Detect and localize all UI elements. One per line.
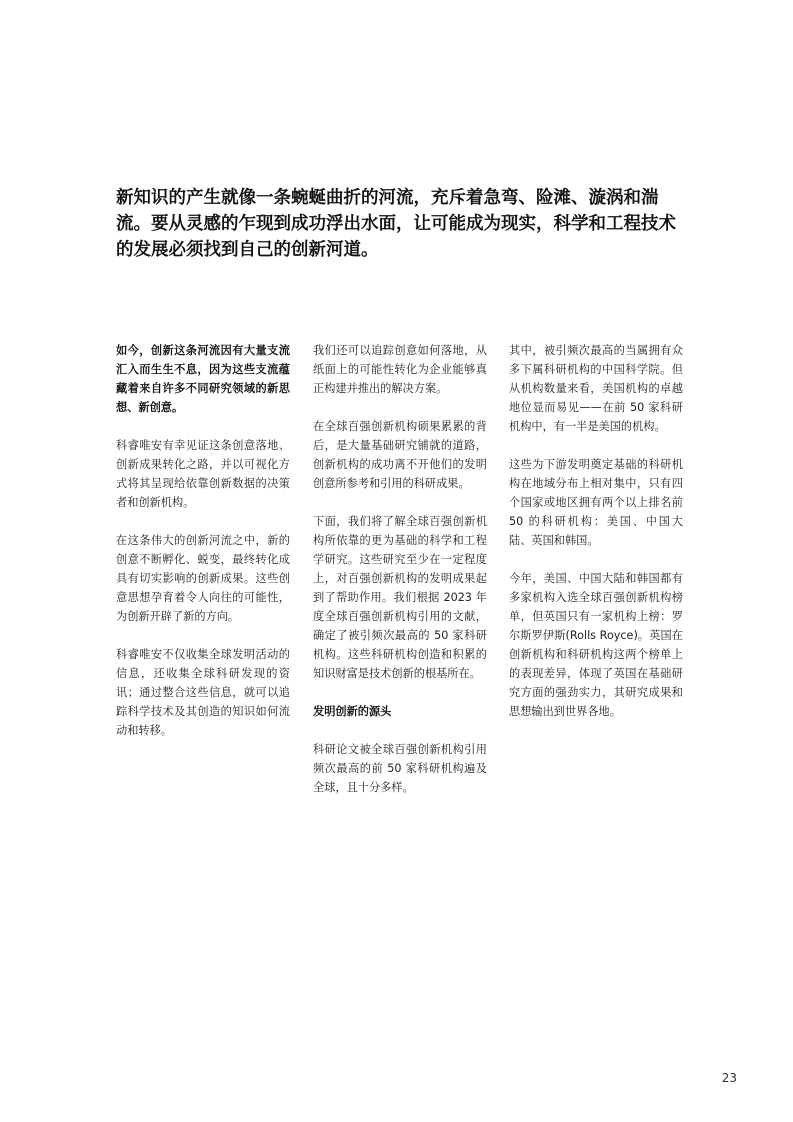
body-paragraph: 科研论文被全球百强创新机构引用频次最高的前 50 家科研机构遍及全球，且十分多样。 xyxy=(313,743,487,794)
body-paragraph: 其中，被引频次最高的当属拥有众多下属科研机构的中国科学院。但从机构数量来看，美国机构的卓越地位显而易见——在前 50 家科研机构中，有一半是美国的机构。 xyxy=(509,344,683,433)
body-paragraph: 在全球百强创新机构硕果累累的背后，是大量基础研究铺就的道路，创新机构的成功离不开他们的发明创意所参考和引用的科研成果。 xyxy=(313,420,487,490)
body-paragraph: 下面，我们将了解全球百强创新机构所依靠的更为基础的科学和工程学研究。这些研究至少在一定程度上，对百强创新机构的发明成果起到了帮助作用。我们根据 2023 年度全球百强创新机构引用的文献，确定了被引频次最高的 50 家科研机构。这些科研机构创造和积累的知识财富是技术创新的根基所在。 xyxy=(313,515,487,680)
body-paragraph: 今年，美国、中国大陆和韩国都有多家机构入选全球百强创新机构榜单，但英国只有一家机构上榜：罗尔斯罗伊斯(Rolls Royce)。英国在创新机构和科研机构这两个榜单上的表现差异，体现了英国在基础研究方面的强劲实力，其研究成果和思想输出到世界各地。 xyxy=(509,572,683,718)
lead-paragraph: 新知识的产生就像一条蜿蜒曲折的河流，充斥着急弯、险滩、漩涡和湍流。要从灵感的乍现到成功浮出水面，让可能成为现实，科学和工程技术的发展必须找到自己的创新河道。 xyxy=(116,188,676,260)
intro-paragraph: 如今，创新这条河流因有大量支流汇入而生生不息，因为这些支流蕴藏着来自许多不同研究领域的新思想、新创意。 xyxy=(116,344,290,414)
body-paragraph: 科睿唯安有幸见证这条创意落地、创新成果转化之路，并以可视化方式将其呈现给依靠创新数据的决策者和创新机构。 xyxy=(116,439,290,509)
body-paragraph: 这些为下游发明奠定基础的科研机构在地域分布上相对集中，只有四个国家或地区拥有两个以上排名前 50 的科研机构：美国、中国大陆、英国和韩国。 xyxy=(509,458,683,547)
text-column-3 xyxy=(509,341,683,740)
body-paragraph: 在这条伟大的创新河流之中，新的创意不断孵化、蜕变，最终转化成具有切实影响的创新成果。这些创意思想孕育着令人向往的可能性，为创新开辟了新的方向。 xyxy=(116,534,290,623)
body-paragraph: 我们还可以追踪创意如何落地，从纸面上的可能性转化为企业能够真正构建并推出的解决方案。 xyxy=(313,344,487,395)
text-column-2 xyxy=(313,341,487,816)
section-heading: 发明创新的源头 xyxy=(313,705,392,718)
body-paragraph: 科睿唯安不仅收集全球发明活动的信息，还收集全球科研发现的资讯；通过整合这些信息，就可以追踪科学技术及其创造的知识如何流动和转移。 xyxy=(116,648,290,737)
page-number: 23 xyxy=(721,1071,737,1085)
text-column-1 xyxy=(116,341,290,759)
